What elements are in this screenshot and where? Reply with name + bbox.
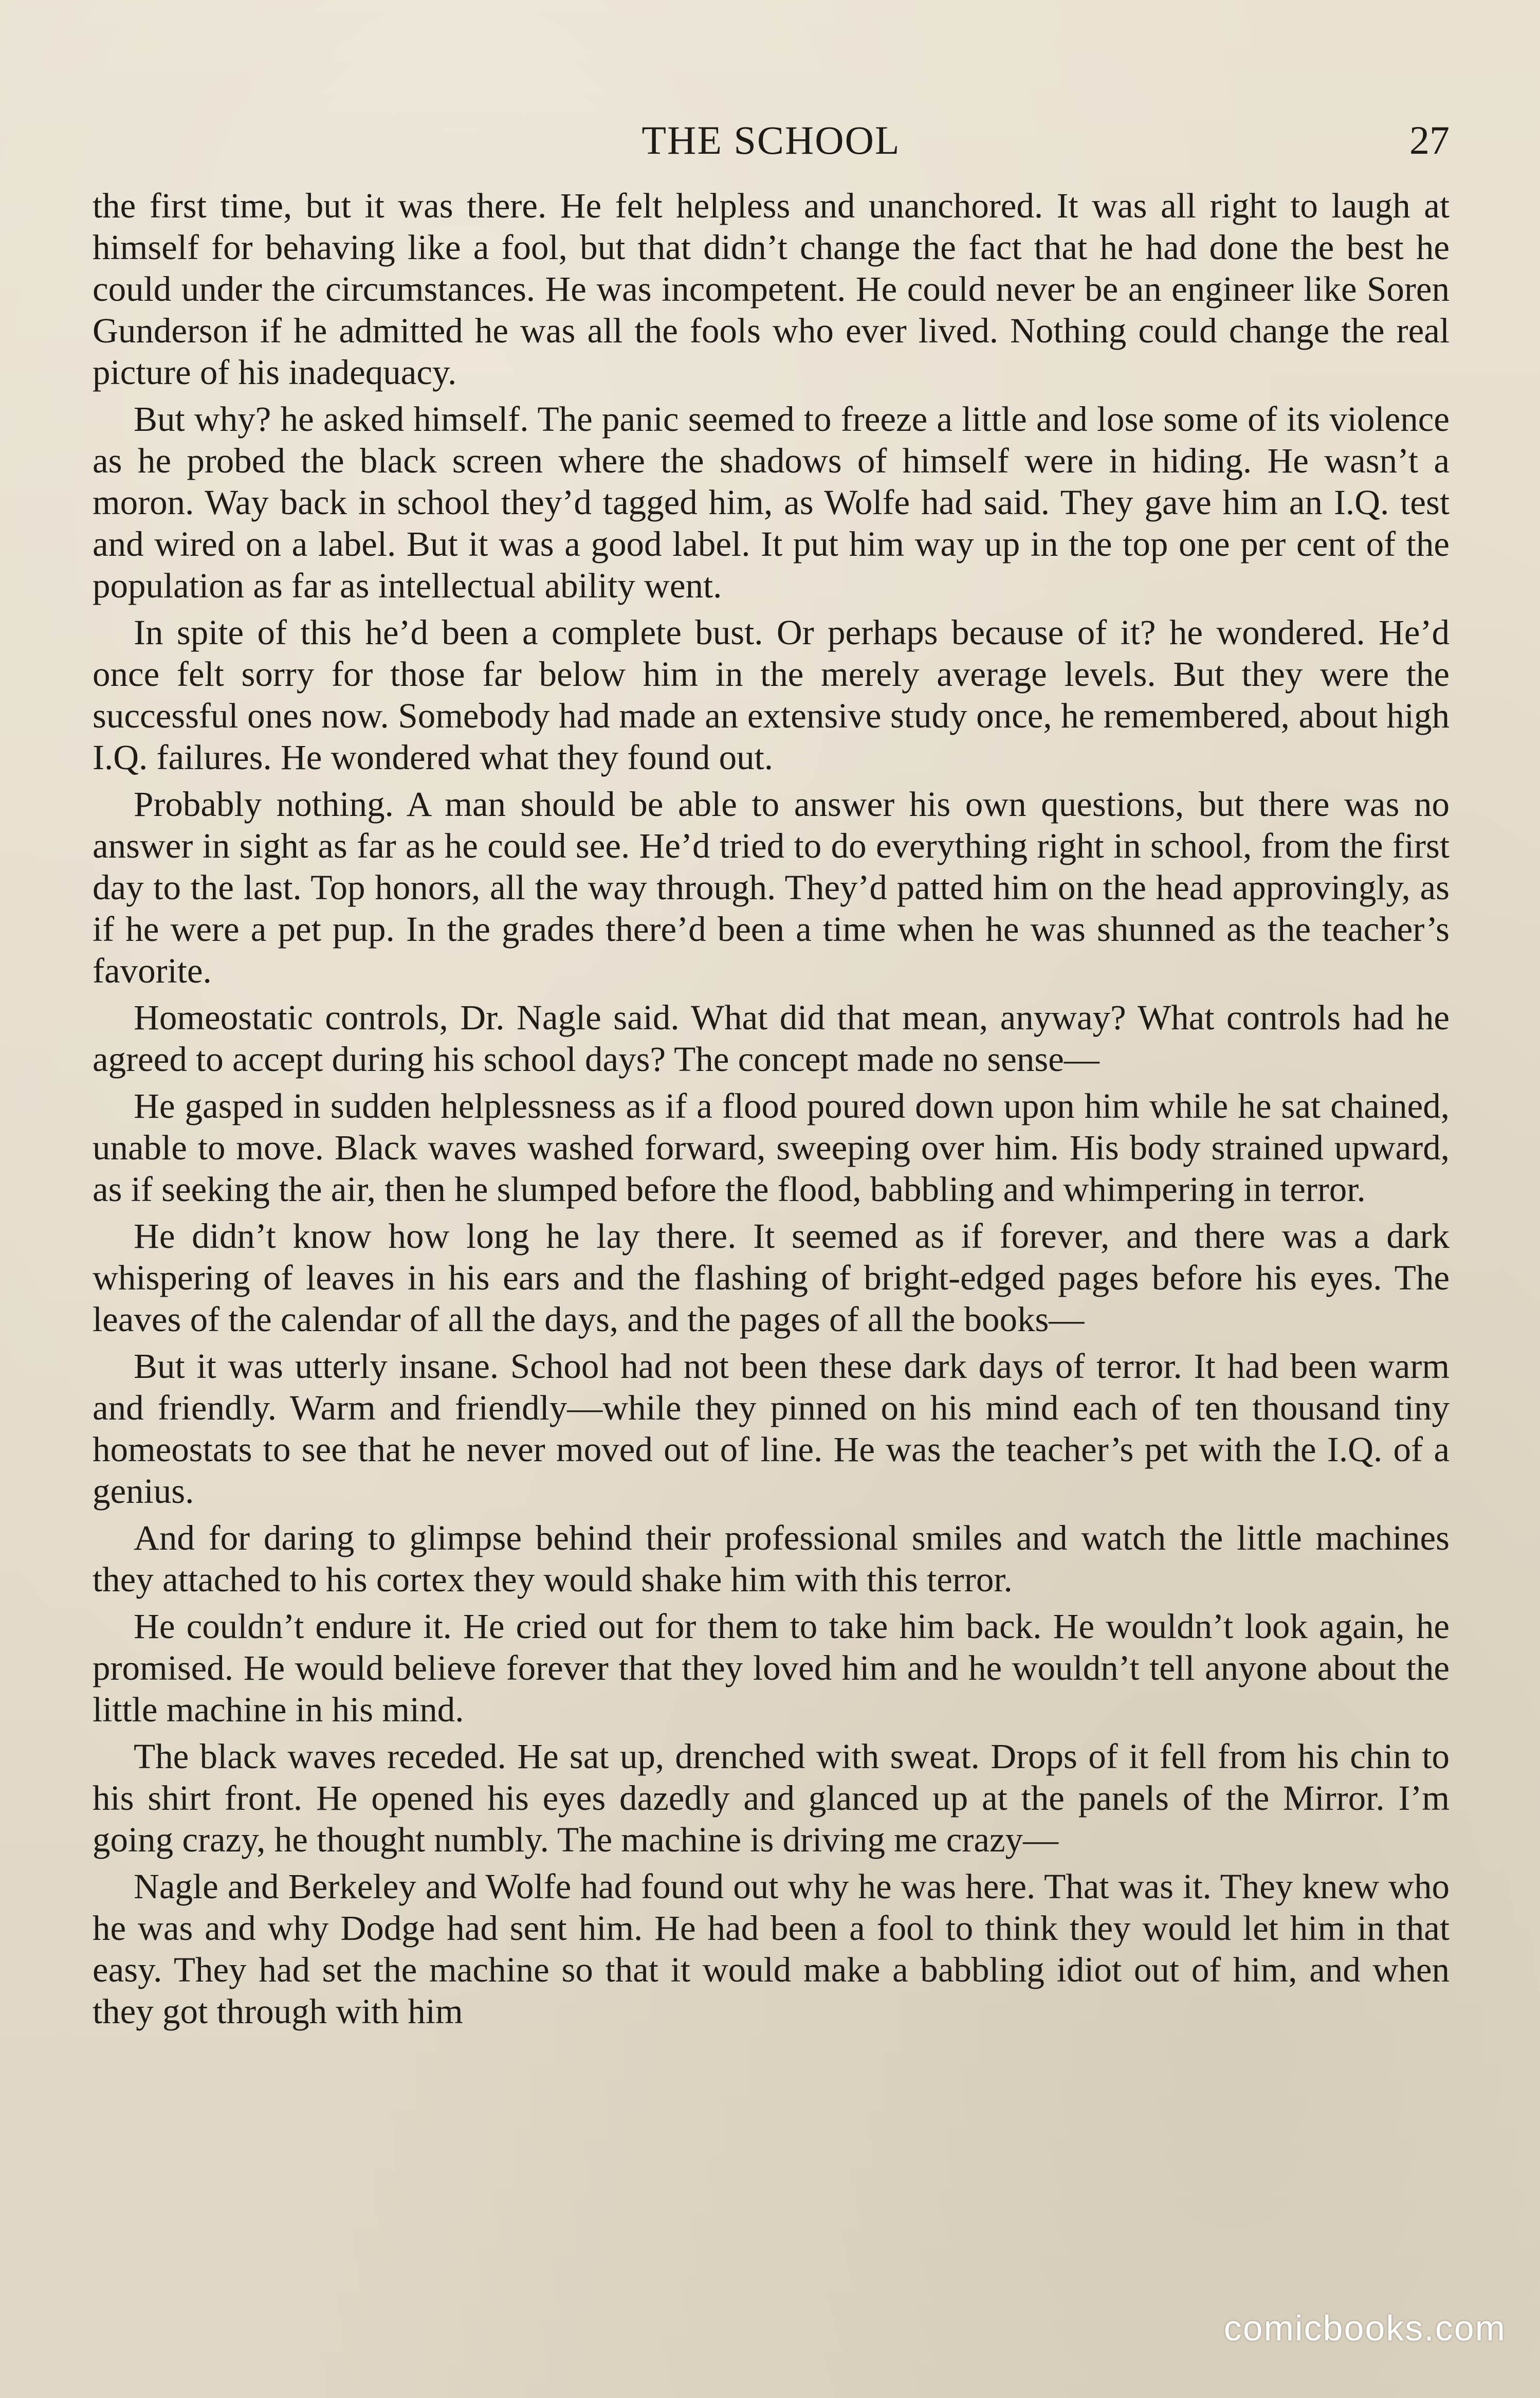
paragraph: Probably nothing. A man should be able to answer his own questions, but there was no answer in sight as far as he could see. He’d tried to do everything right in school, from the first day to the last. Top honors, all the way through. They’d patted him on the head approvingly, as if he were a pet pup. In the grades there’d been a time when he was shunned as the teacher’s favorite. xyxy=(93,785,1450,990)
paragraph: But it was utterly insane. School had not been these dark days of terror. It had been warm and friendly. Warm and friendly—while they pinned on his mind each of ten thousand tiny homeostats to see that he never moved out of line. He was the teacher’s pet with the I.Q. of a genius. xyxy=(93,1347,1450,1511)
running-title: THE SCHOOL xyxy=(641,118,901,162)
paragraph: Homeostatic controls, Dr. Nagle said. What did that mean, anyway? What controls had he agreed to accept during his school days? The concept made no sense— xyxy=(93,998,1450,1079)
paragraph: But why? he asked himself. The panic seemed to freeze a little and lose some of its violence as he probed the black screen where the shadows of himself were in hiding. He wasn’t a moron. Way back in school they’d tagged him, as Wolfe had said. They gave him an I.Q. test and wired on a label. But it was a good label. It put him way up in the top one per cent of the population as far as intellectual ability went. xyxy=(93,399,1450,605)
paragraph: The black waves receded. He sat up, drenched with sweat. Drops of it fell from his chin to his shirt front. He opened his eyes dazedly and glanced up at the panels of the Mirror. I’m going crazy, he thought numbly. The machine is driving me crazy— xyxy=(93,1737,1450,1859)
paragraph: In spite of this he’d been a complete bust. Or perhaps because of it? he wondered. He’d once felt sorry for those far below him in the merely average levels. But they were the successful ones now. Somebody had made an extensive study once, he remembered, about high I.Q. failures. He wondered what they found out. xyxy=(93,613,1450,777)
paragraph: Nagle and Berkeley and Wolfe had found out why he was here. That was it. They knew who he was and why Dodge had sent him. He had been a fool to think they would let him in that easy. They had set the machine so that it would make a babbling idiot out of him, and when they got through with him xyxy=(93,1867,1450,2031)
running-head xyxy=(93,112,1450,169)
body-text xyxy=(93,185,1450,2038)
paragraph: And for daring to glimpse behind their professional smiles and watch the little machines they attached to his cortex they would shake him with this terror. xyxy=(93,1518,1450,1599)
paragraph: He didn’t know how long he lay there. It seemed as if forever, and there was a dark whispering of leaves in his ears and the flashing of bright-edged pages before his eyes. The leaves of the calendar of all the days, and the pages of all the books— xyxy=(93,1216,1450,1339)
paragraph: the first time, but it was there. He felt helpless and unanchored. It was all right to laugh at himself for behaving like a fool, but that didn’t change the fact that he had done the best he could under the circumstances. He was incompetent. He could never be an engineer like Soren Gunderson if he admitted he was all the fools who ever lived. Nothing could change the real picture of his inadequacy. xyxy=(93,186,1450,392)
paragraph: He couldn’t endure it. He cried out for them to take him back. He wouldn’t look again, he promised. He would believe forever that they loved him and he wouldn’t tell anyone about the little machine in his mind. xyxy=(93,1607,1450,1729)
paragraph: He gasped in sudden helplessness as if a flood poured down upon him while he sat chained, unable to move. Black waves washed forward, sweeping over him. His body strained upward, as if seeking the air, then he slumped before the flood, babbling and whimpering in terror. xyxy=(93,1086,1450,1209)
site-watermark: comicbooks.com xyxy=(1223,2308,1506,2348)
page-number: 27 xyxy=(1409,118,1450,162)
